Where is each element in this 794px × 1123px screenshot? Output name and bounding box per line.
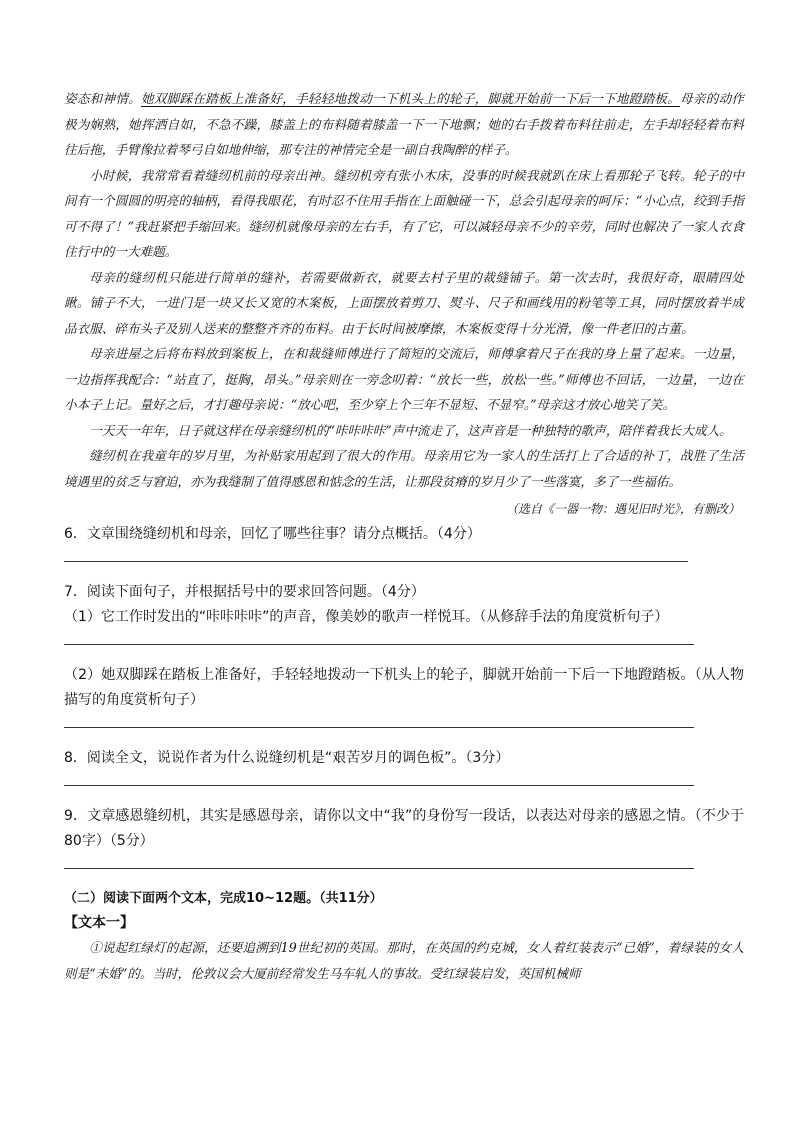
passage-paragraph-1 (64, 86, 744, 163)
answer-line-q6[interactable] (64, 561, 688, 562)
passage-paragraph-5: 一天天一年年，日子就这样在母亲缝纫机的“咔咔咔咔”声中流走了，这声音是一种独特的歌声，陪伴着我长大成人。 (89, 422, 732, 438)
passage-source: （选自《一器一物：遇见旧时光》，有删改） (505, 502, 740, 516)
question-6: 6．文章围绕缝纫机和母亲，回忆了哪些往事？请分点概括。（4分） (64, 526, 481, 542)
question-8: 8．阅读全文，说说作者为什么说缝纫机是“艰苦岁月的调色板”。（3分） (64, 750, 510, 766)
passage-paragraph-3: 母亲的缝纫机只能进行简单的缝补，若需要做新衣，就要去村子里的裁缝铺子。第一次去时，我很好奇，眼睛四处瞅。铺子不大，一进门是一块又长又宽的木案板，上面摆放着剪刀、熨斗、尺子和画线用的粉笔等工具，同时摆放着半成品衣服、碎布头子及别人送来的整整齐齐的布料。由于长时间被摩擦，木案板变得十分光滑，像一件老旧的古董。 (64, 269, 744, 336)
question-7: 7．阅读下面句子，并根据括号中的要求回答问题。（4分） (64, 584, 425, 600)
passage-paragraph-4: 母亲进屋之后将布料放到案板上，在和裁缝师傅进行了简短的交流后，师傅拿着尺子在我的身上量了起来。一边量，一边指挥我配合：“站直了，挺胸，昂头。”母亲则在一旁念叨着：“放长一些，放松一些。”师傅也不回话，一边量，一边在小本子上记。量好之后，才打趣母亲说：“放心吧，至少穿上个三年不显短、不显窄。”母亲这才放心地笑了笑。 (64, 346, 744, 412)
answer-line-q8[interactable] (64, 785, 694, 786)
answer-line-q9[interactable] (64, 868, 694, 869)
passage-p1-lead: 姿态和神情。 (64, 91, 142, 106)
underlined-sentence: 她双脚踩在踏板上准备好，手轻轻地拨动一下机头上的轮子，脚就开始前一下后一下地蹬踏板。 (141, 91, 681, 106)
passage-paragraph-6: 缝纫机在我童年的岁月里，为补贴家用起到了很大的作用。母亲用它为一家人的生活打上了合适的补丁，战胜了生活境遇里的贫乏与窘迫，亦为我缝制了值得感恩和惦念的生活，让那段贫瘠的岁月少了一些落寞，多了一些福佑。 (64, 448, 744, 489)
exam-page (64, 86, 744, 986)
section-2-heading: （二）阅读下面两个文本，完成10~12题。（共11分） (64, 891, 383, 906)
text-1-paragraph-1: ①说起红绿灯的起源，还要追溯到19世纪初的英国。那时，在英国的约克城，女人着红装表示“已婚”，着绿装的女人则是“未婚”的。当时，伦敦议会大厦前经常发生马车轧人的事故。受红绿装启发，英国机械师 (64, 940, 744, 981)
question-9: 9．文章感恩缝纫机，其实是感恩母亲，请你以文中“我”的身份写一段话，以表达对母亲的感恩之情。（不少于80字）（5分） (64, 808, 744, 849)
answer-line-q7-2[interactable] (64, 727, 694, 728)
text-1-label: 【文本一】 (64, 915, 134, 931)
passage-p1-rest: 母亲的动作极为娴熟，她挥洒自如，不急不躁，膝盖上的布料随着膝盖一下一下地飘；她的右手拨着布料往前走，左手却轻轻着布料往后拖，手臂像拉着琴弓自如地伸缩，那专注的神情完全是一副自我陶醉的样子。 (64, 91, 745, 157)
question-7-1: （1）它工作时发出的“咔咔咔咔”的声音，像美妙的歌声一样悦耳。（从修辞手法的角度赏析句子） (64, 609, 669, 625)
question-7-2: （2）她双脚踩在踏板上准备好，手轻轻地拨动一下机头上的轮子，脚就开始前一下后一下地蹬踏板。（从人物描写的角度赏析句子） (64, 667, 744, 708)
answer-line-q7-1[interactable] (64, 644, 694, 645)
passage-paragraph-2: 小时候，我常常看着缝纫机前的母亲出神。缝纫机旁有张小木床，没事的时候我就趴在床上看那轮子飞转。轮子的中间有一个圆圆的明亮的轴柄，看得我眼花，有时忍不住用手指在上面触碰一下，总会引起母亲的呵斥：“小心点，绞到手指可不得了！”我赶紧把手缩回来。缝纫机就像母亲的左右手，有了它，可以减轻母亲不少的辛劳，同时也解决了一家人衣食住行中的一大难题。 (64, 167, 744, 259)
